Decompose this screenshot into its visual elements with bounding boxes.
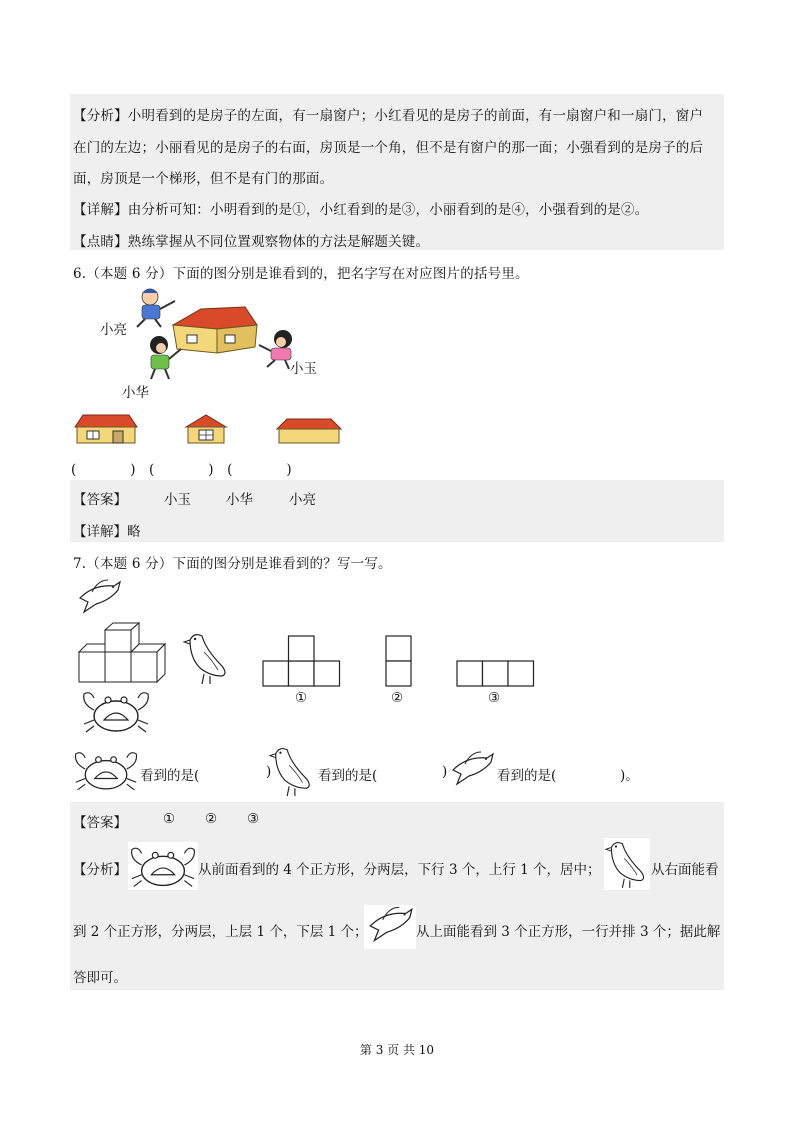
analysis-line-2: 在门的左边；小丽看见的是房子的右面，房顶是一个角，但不是有窗户的那一面；小强看到的是房子的后	[73, 140, 704, 156]
view-diagram-1	[262, 635, 342, 689]
view-diagram-3	[456, 660, 536, 690]
pigeon-icon-small	[268, 744, 316, 798]
detail-q6: 【详解】略	[73, 524, 141, 540]
analysis-q7-part3: 到 2 个正方形，分两层，上层 1 个，下层 1 个；	[73, 924, 368, 940]
view-label-3: ③	[488, 690, 501, 706]
seen-crab-open: 看到的是(	[140, 768, 200, 784]
crab-icon	[80, 688, 152, 734]
house-view-1	[73, 413, 139, 445]
answer-q7-2: ②	[205, 811, 218, 827]
analysis-q7-part4: 从上面能看到 3 个正方形，一行并排 3 个；据此解	[416, 924, 721, 940]
answer-brackets-q6: ( ) ( ) ( )	[71, 462, 292, 478]
pigeon-icon-inline	[604, 838, 650, 890]
answer-q6-1: 小玉	[164, 492, 191, 508]
analysis-q7-part1: 从前面看到的 4 个正方形，分两层，下行 3 个，上行 1 个，居中；	[198, 862, 601, 878]
analysis-q7-part5: 答即可。	[73, 970, 127, 986]
label-xiaohua: 小华	[122, 385, 149, 401]
crab-icon-inline	[128, 842, 198, 890]
answer-label-q7: 【答案】	[73, 815, 127, 831]
answer-q7-1: ①	[163, 811, 176, 827]
answer-q6-2: 小华	[226, 492, 253, 508]
label-xiaoyu: 小玉	[290, 361, 317, 377]
tip-q5: 【点睛】熟练掌握从不同位置观察物体的方法是解题关键。	[73, 234, 430, 250]
pigeon-icon	[182, 630, 232, 686]
answer-q7-3: ③	[247, 811, 260, 827]
seen-swallow-open: 看到的是(	[497, 768, 557, 784]
question-7-title: 7.（本题 6 分）下面的图分别是谁看到的？写一写。	[73, 556, 392, 572]
swallow-icon-inline	[364, 905, 416, 949]
swallow-icon	[74, 578, 124, 620]
view-label-2: ②	[391, 690, 404, 706]
page-footer: 第 3 页 共 10	[359, 1043, 435, 1057]
house-view-3	[275, 417, 343, 445]
swallow-icon-small	[447, 750, 497, 792]
house-view-2	[184, 413, 228, 445]
seen-pigeon-close: )	[442, 764, 448, 780]
seen-swallow-close: )。	[620, 768, 639, 784]
question-6-title: 6.（本题 6 分）下面的图分别是谁看到的，把名字写在对应图片的括号里。	[73, 266, 529, 282]
answer-label-q6: 【答案】	[73, 492, 127, 508]
label-xiaoliang: 小亮	[100, 322, 127, 338]
analysis-label-q7: 【分析】	[73, 862, 127, 878]
analysis-q7-part2: 从右面能看	[651, 862, 719, 878]
seen-crab-close: )	[266, 764, 272, 780]
cube-structure	[78, 622, 170, 684]
seen-pigeon-open: 看到的是(	[318, 768, 378, 784]
view-label-1: ①	[295, 690, 308, 706]
view-diagram-2	[385, 635, 415, 689]
analysis-line-1: 【分析】小明看到的是房子的左面，有一扇窗户；小红看见的是房子的前面，有一扇窗户和一扇门，窗户	[73, 108, 704, 124]
answer-panel-q7	[70, 802, 724, 990]
answer-q6-3: 小亮	[289, 492, 316, 508]
crab-icon-small	[72, 748, 140, 792]
detail-q5: 【详解】由分析可知：小明看到的是①，小红看到的是③，小丽看到的是④，小强看到的是②。	[73, 202, 649, 218]
analysis-line-3: 面，房顶是一个梯形，但不是有门的那面。	[73, 171, 334, 187]
